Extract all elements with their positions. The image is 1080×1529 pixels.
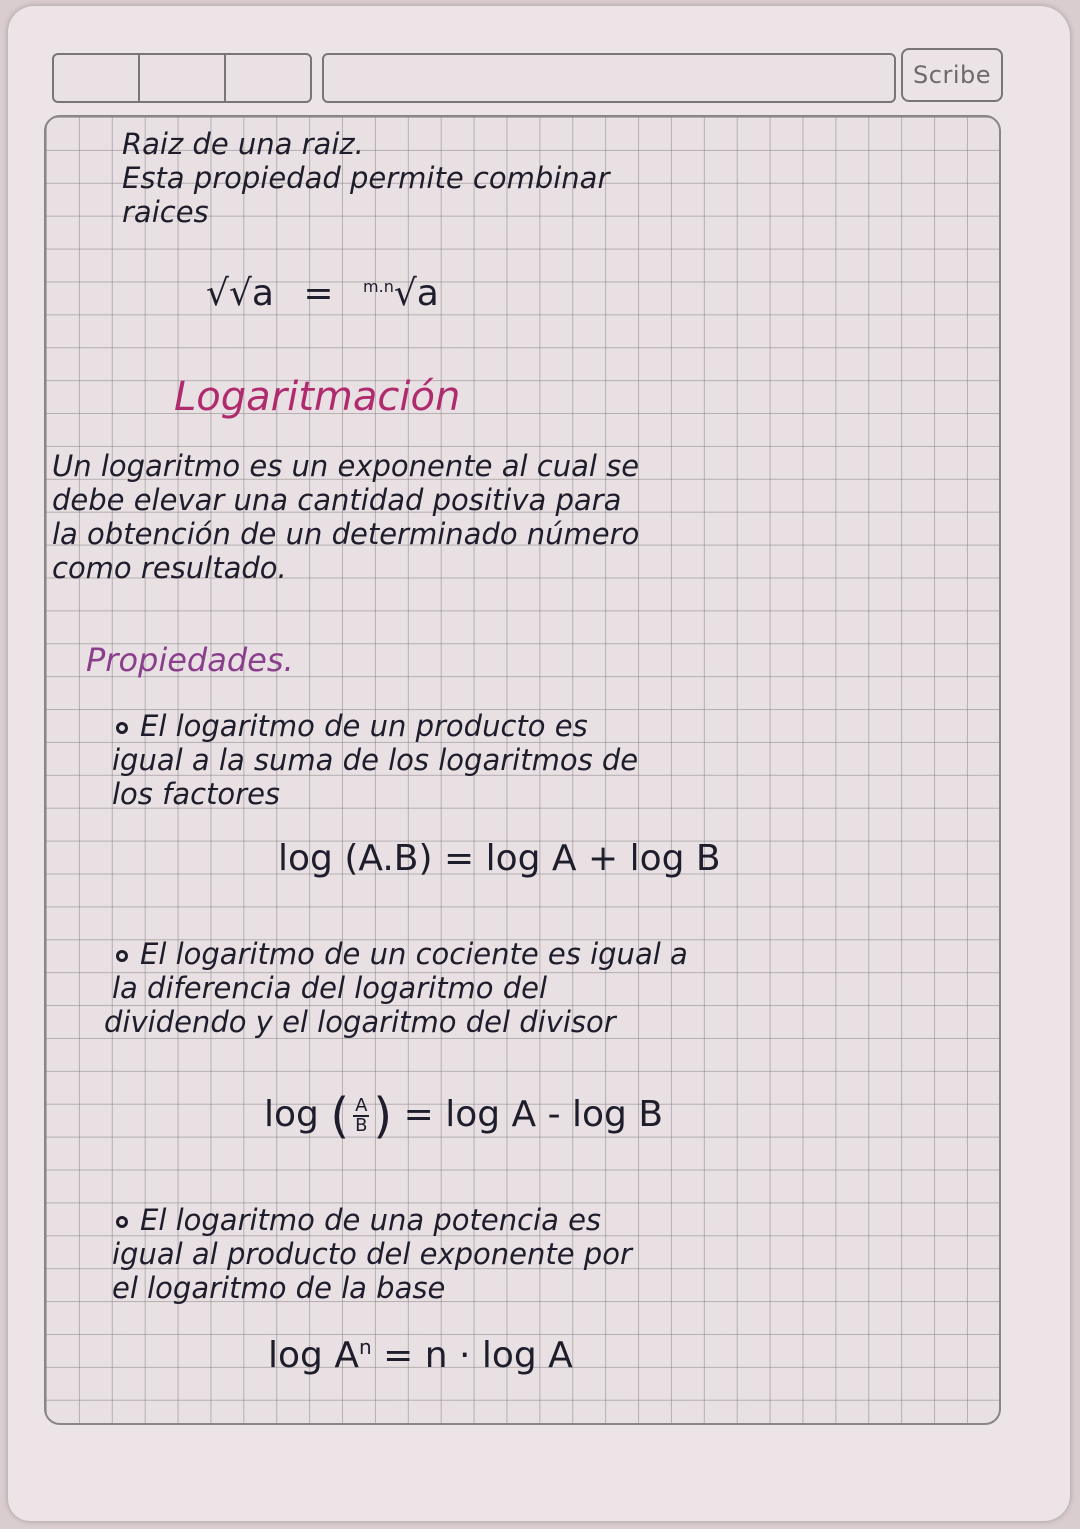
property-2-line-3: dividendo y el logaritmo del divisor bbox=[104, 1005, 616, 1039]
roots-formula-left: √√a bbox=[206, 273, 274, 314]
roots-text-line-2: raices bbox=[122, 195, 209, 229]
property-3-line-1: El logaritmo de una potencia es bbox=[116, 1203, 601, 1237]
roots-formula-equals: = bbox=[303, 273, 334, 314]
fraction: $\frac{A}{B}$ bbox=[355, 1095, 368, 1136]
logarithm-def-line-1: Un logaritmo es un exponente al cual se bbox=[52, 449, 640, 483]
logarithm-def-line-2: debe elevar una cantidad positiva para bbox=[52, 483, 622, 517]
property-2-line-1: El logaritmo de un cociente es igual a bbox=[116, 937, 688, 971]
property-2-line-2: la diferencia del logaritmo del bbox=[112, 971, 548, 1005]
property-3-formula: $\log A^n = n \cdot \log A$ bbox=[268, 1335, 573, 1376]
properties-heading: Propiedades. bbox=[86, 641, 294, 679]
bullet-icon bbox=[116, 722, 128, 734]
logarithm-heading: Logaritmación bbox=[174, 374, 461, 420]
date-cell-month bbox=[140, 55, 226, 101]
date-cell-year bbox=[226, 55, 310, 101]
bullet-icon bbox=[116, 1216, 128, 1228]
roots-formula-right: √a bbox=[393, 273, 439, 314]
roots-formula bbox=[206, 267, 439, 314]
logarithm-def-line-3: la obtención de un determinado número bbox=[52, 517, 640, 551]
brand-logo: Scribe bbox=[901, 48, 1003, 102]
property-2-formula: log ( $\frac{A}{B}$ ) = log A - log B bbox=[264, 1088, 664, 1144]
property-3-line-2: igual al producto del exponente por bbox=[112, 1237, 632, 1271]
grid-paper bbox=[44, 115, 1001, 1425]
title-field bbox=[322, 53, 896, 103]
roots-title: Raiz de una raiz. bbox=[122, 127, 364, 161]
date-cell-day bbox=[54, 55, 140, 101]
roots-formula-index: m.n bbox=[363, 277, 394, 296]
logarithm-def-line-4: como resultado. bbox=[52, 551, 287, 585]
roots-text-line-1: Esta propiedad permite combinar bbox=[122, 161, 610, 195]
property-1-formula: log (A.B) = log A + log B bbox=[278, 838, 721, 879]
property-1-line-2: igual a la suma de los logaritmos de bbox=[112, 743, 639, 777]
date-field bbox=[52, 53, 312, 103]
property-1-line-3: los factores bbox=[112, 777, 281, 811]
bullet-icon bbox=[116, 950, 128, 962]
property-3-line-3: el logaritmo de la base bbox=[112, 1271, 446, 1305]
property-1-line-1: El logaritmo de un producto es bbox=[116, 709, 588, 743]
